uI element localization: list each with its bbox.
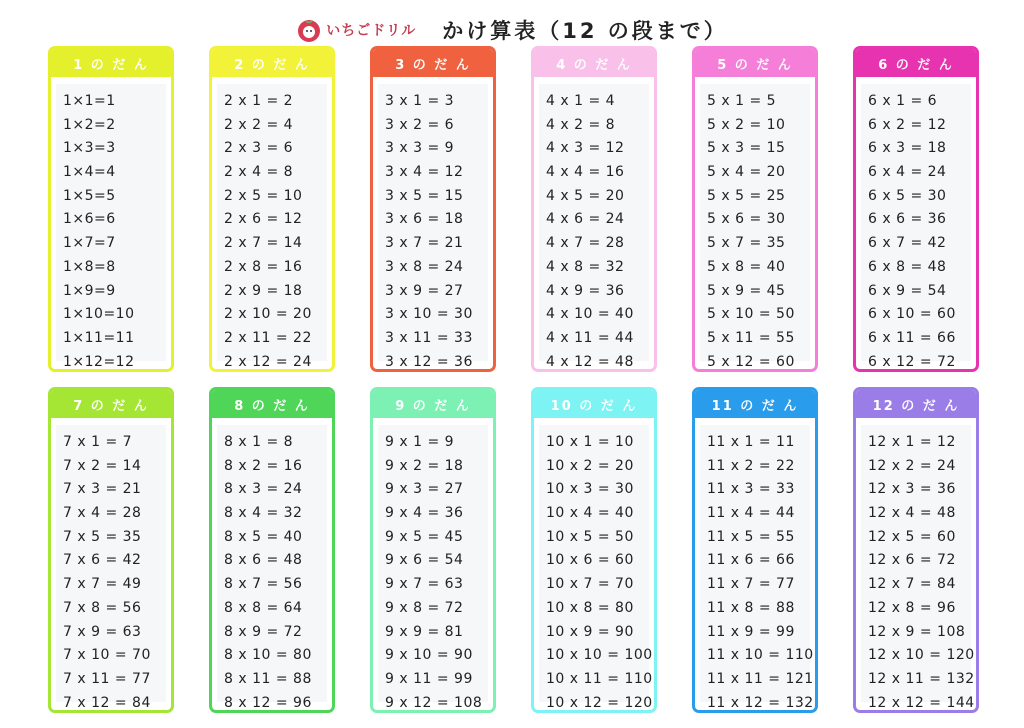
times-table-heading: 8 の だ ん [212,390,332,418]
times-table-row: 3 x 2 = 6 [385,116,455,133]
times-table-row: 12 x 7 = 84 [868,576,956,593]
times-table-row: 5 x 10 = 50 [707,306,795,323]
times-table-row: 8 x 10 = 80 [224,647,312,664]
times-table-row: 8 x 1 = 8 [224,434,294,450]
times-table-row: 6 x 4 = 24 [868,164,947,181]
times-table-row: 2 x 5 = 10 [224,187,303,204]
times-table-list [56,84,166,370]
times-table-row: 12 x 2 = 24 [868,457,956,474]
times-table-row: 1×10=10 [63,306,135,323]
times-table-row: 4 x 5 = 20 [546,187,625,204]
times-table-row: 12 x 3 = 36 [868,481,956,498]
times-table-row: 3 x 10 = 30 [385,306,473,323]
times-table-row: 5 x 11 = 55 [707,329,795,346]
times-table-row: 6 x 11 = 66 [868,329,956,346]
times-table-row: 3 x 7 = 21 [385,235,464,252]
times-table-row: 1×3=3 [63,140,116,157]
times-table-row: 10 x 5 = 50 [546,528,634,545]
times-table-row: 7 x 3 = 21 [63,481,142,498]
times-table-heading: 4 の だ ん [534,49,654,77]
times-table-heading: 10 の だ ん [534,390,654,418]
times-table-row: 5 x 2 = 10 [707,116,786,133]
times-table-list [217,425,327,711]
times-table-list [539,425,653,711]
times-table-row: 11 x 9 = 99 [707,623,795,640]
times-table-row: 11 x 11 = 121 [707,670,814,687]
times-table-row: 4 x 4 = 16 [546,164,625,181]
times-table-row: 4 x 11 = 44 [546,329,634,346]
times-table-row: 4 x 12 = 48 [546,353,634,370]
times-table-row: 2 x 3 = 6 [224,140,294,157]
times-table-row: 11 x 3 = 33 [707,481,795,498]
strawberry-icon [296,17,322,43]
times-table-row: 2 x 6 = 12 [224,211,303,228]
times-table-row: 9 x 5 = 45 [385,528,464,545]
times-table-row: 10 x 10 = 100 [546,647,653,664]
times-table-heading: 7 の だ ん [51,390,171,418]
times-table-row: 2 x 7 = 14 [224,235,303,252]
times-table-row: 2 x 2 = 4 [224,116,294,133]
times-table-row: 4 x 6 = 24 [546,211,625,228]
times-table-row: 10 x 11 = 110 [546,670,653,687]
times-table-row: 3 x 1 = 3 [385,93,455,109]
times-table-row: 2 x 4 = 8 [224,164,294,181]
times-table-row: 10 x 1 = 10 [546,434,634,450]
times-table-row: 11 x 12 = 132 [707,694,814,711]
times-table-row: 2 x 9 = 18 [224,282,303,299]
times-table-row: 3 x 5 = 15 [385,187,464,204]
times-table-row: 2 x 11 = 22 [224,329,312,346]
times-table-row: 9 x 4 = 36 [385,505,464,522]
times-table-row: 9 x 9 = 81 [385,623,464,640]
times-table-card [853,387,979,713]
times-table-card [531,46,657,372]
times-table-row: 12 x 6 = 72 [868,552,956,569]
times-table-heading: 12 の だ ん [856,390,976,418]
times-table-row: 5 x 5 = 25 [707,187,786,204]
times-table-card [531,387,657,713]
times-table-row: 10 x 4 = 40 [546,505,634,522]
times-table-row: 8 x 5 = 40 [224,528,303,545]
times-table-row: 1×8=8 [63,258,116,275]
times-table-row: 3 x 11 = 33 [385,329,473,346]
times-table-row: 7 x 10 = 70 [63,647,151,664]
times-table-row: 8 x 11 = 88 [224,670,312,687]
times-table-row: 5 x 6 = 30 [707,211,786,228]
times-table-row: 7 x 4 = 28 [63,505,142,522]
times-table-row: 11 x 7 = 77 [707,576,795,593]
times-table-heading: 9 の だ ん [373,390,493,418]
times-table-row: 11 x 10 = 110 [707,647,814,664]
times-table-row: 1×2=2 [63,116,116,133]
times-table-heading: 1 の だ ん [51,49,171,77]
times-table-list [217,84,327,370]
times-table-grid [48,46,979,713]
times-table-row: 12 x 4 = 48 [868,505,956,522]
times-table-row: 8 x 9 = 72 [224,623,303,640]
times-table-list [861,425,975,711]
times-table-row: 7 x 8 = 56 [63,599,142,616]
times-table-card [370,387,496,713]
times-table-row: 8 x 6 = 48 [224,552,303,569]
times-table-row: 4 x 1 = 4 [546,93,616,109]
times-table-row: 4 x 9 = 36 [546,282,625,299]
times-table-row: 3 x 3 = 9 [385,140,455,157]
times-table-row: 9 x 3 = 27 [385,481,464,498]
times-table-row: 6 x 10 = 60 [868,306,956,323]
times-table-card [48,46,174,372]
times-table-row: 7 x 11 = 77 [63,670,151,687]
times-table-row: 5 x 12 = 60 [707,353,795,370]
times-table-row: 11 x 2 = 22 [707,457,795,474]
times-table-row: 9 x 2 = 18 [385,457,464,474]
times-table-row: 4 x 10 = 40 [546,306,634,323]
times-table-row: 5 x 3 = 15 [707,140,786,157]
times-table-list [378,84,488,370]
times-table-row: 6 x 7 = 42 [868,235,947,252]
times-table-row: 11 x 6 = 66 [707,552,795,569]
times-table-row: 3 x 9 = 27 [385,282,464,299]
times-table-list [56,425,166,711]
times-table-row: 7 x 5 = 35 [63,528,142,545]
times-table-row: 12 x 8 = 96 [868,599,956,616]
times-table-card [48,387,174,713]
times-table-list [539,84,649,370]
times-table-card [692,46,818,372]
times-table-row: 1×11=11 [63,329,135,346]
times-table-row: 10 x 9 = 90 [546,623,634,640]
times-table-row: 8 x 4 = 32 [224,505,303,522]
times-table-row: 12 x 10 = 120 [868,647,975,664]
times-table-card [692,387,818,713]
times-table-row: 1×5=5 [63,187,116,204]
times-table-row: 2 x 8 = 16 [224,258,303,275]
times-table-heading: 6 の だ ん [856,49,976,77]
times-table-row: 3 x 8 = 24 [385,258,464,275]
times-table-row: 9 x 1 = 9 [385,434,455,450]
times-table-row: 4 x 3 = 12 [546,140,625,157]
times-table-row: 2 x 10 = 20 [224,306,312,323]
times-table-row: 9 x 7 = 63 [385,576,464,593]
times-table-row: 9 x 12 = 108 [385,694,483,711]
times-table-row: 6 x 1 = 6 [868,93,938,109]
times-table-row: 7 x 2 = 14 [63,457,142,474]
times-table-row: 3 x 6 = 18 [385,211,464,228]
times-table-row: 9 x 6 = 54 [385,552,464,569]
times-table-row: 5 x 9 = 45 [707,282,786,299]
times-table-row: 10 x 8 = 80 [546,599,634,616]
times-table-row: 8 x 8 = 64 [224,599,303,616]
times-table-row: 7 x 6 = 42 [63,552,142,569]
times-table-row: 11 x 4 = 44 [707,505,795,522]
times-table-row: 3 x 12 = 36 [385,353,473,370]
times-table-row: 6 x 12 = 72 [868,353,956,370]
times-table-row: 6 x 6 = 36 [868,211,947,228]
times-table-row: 1×6=6 [63,211,116,228]
times-table-row: 12 x 9 = 108 [868,623,966,640]
times-table-row: 11 x 8 = 88 [707,599,795,616]
times-table-row: 8 x 12 = 96 [224,694,312,711]
times-table-list [861,84,971,370]
times-table-row: 1×1=1 [63,93,116,109]
times-table-list [700,425,814,711]
times-table-row: 10 x 7 = 70 [546,576,634,593]
times-table-row: 5 x 8 = 40 [707,258,786,275]
times-table-row: 4 x 8 = 32 [546,258,625,275]
times-table-row: 12 x 12 = 144 [868,694,975,711]
logo [296,17,416,43]
times-table-row: 11 x 5 = 55 [707,528,795,545]
times-table-row: 5 x 4 = 20 [707,164,786,181]
times-table-heading: 5 の だ ん [695,49,815,77]
times-table-row: 12 x 5 = 60 [868,528,956,545]
times-table-row: 9 x 10 = 90 [385,647,473,664]
times-table-row: 9 x 11 = 99 [385,670,473,687]
times-table-row: 7 x 1 = 7 [63,434,133,450]
times-table-row: 11 x 1 = 11 [707,434,795,450]
times-table-row: 12 x 11 = 132 [868,670,975,687]
page-title: かけ算表（12 の段まで） [442,19,728,43]
times-table-row: 2 x 1 = 2 [224,93,294,109]
times-table-row: 4 x 7 = 28 [546,235,625,252]
page-header [0,10,1024,50]
times-table-row: 6 x 8 = 48 [868,258,947,275]
times-table-row: 8 x 3 = 24 [224,481,303,498]
times-table-row: 8 x 2 = 16 [224,457,303,474]
times-table-row: 6 x 2 = 12 [868,116,947,133]
times-table-heading: 3 の だ ん [373,49,493,77]
times-table-row: 7 x 7 = 49 [63,576,142,593]
times-table-row: 7 x 12 = 84 [63,694,151,711]
times-table-row: 12 x 1 = 12 [868,434,956,450]
times-table-row: 5 x 7 = 35 [707,235,786,252]
times-table-row: 10 x 6 = 60 [546,552,634,569]
times-table-row: 10 x 2 = 20 [546,457,634,474]
times-table-row: 1×12=12 [63,353,135,370]
times-table-row: 1×4=4 [63,164,116,181]
times-table-heading: 11 の だ ん [695,390,815,418]
times-table-row: 3 x 4 = 12 [385,164,464,181]
times-table-row: 8 x 7 = 56 [224,576,303,593]
times-table-list [378,425,488,711]
logo-text: いちごドリル [326,23,417,39]
times-table-row: 7 x 9 = 63 [63,623,142,640]
times-table-row: 4 x 2 = 8 [546,116,616,133]
times-table-card [209,46,335,372]
times-table-row: 1×9=9 [63,282,116,299]
times-table-row: 2 x 12 = 24 [224,353,312,370]
times-table-card [853,46,979,372]
times-table-card [370,46,496,372]
times-table-heading: 2 の だ ん [212,49,332,77]
times-table-row: 10 x 3 = 30 [546,481,634,498]
times-table-card [209,387,335,713]
times-table-row: 1×7=7 [63,235,116,252]
times-table-row: 6 x 3 = 18 [868,140,947,157]
times-table-list [700,84,810,370]
times-table-row: 9 x 8 = 72 [385,599,464,616]
times-table-row: 6 x 9 = 54 [868,282,947,299]
times-table-row: 10 x 12 = 120 [546,694,653,711]
times-table-row: 6 x 5 = 30 [868,187,947,204]
times-table-row: 5 x 1 = 5 [707,93,777,109]
